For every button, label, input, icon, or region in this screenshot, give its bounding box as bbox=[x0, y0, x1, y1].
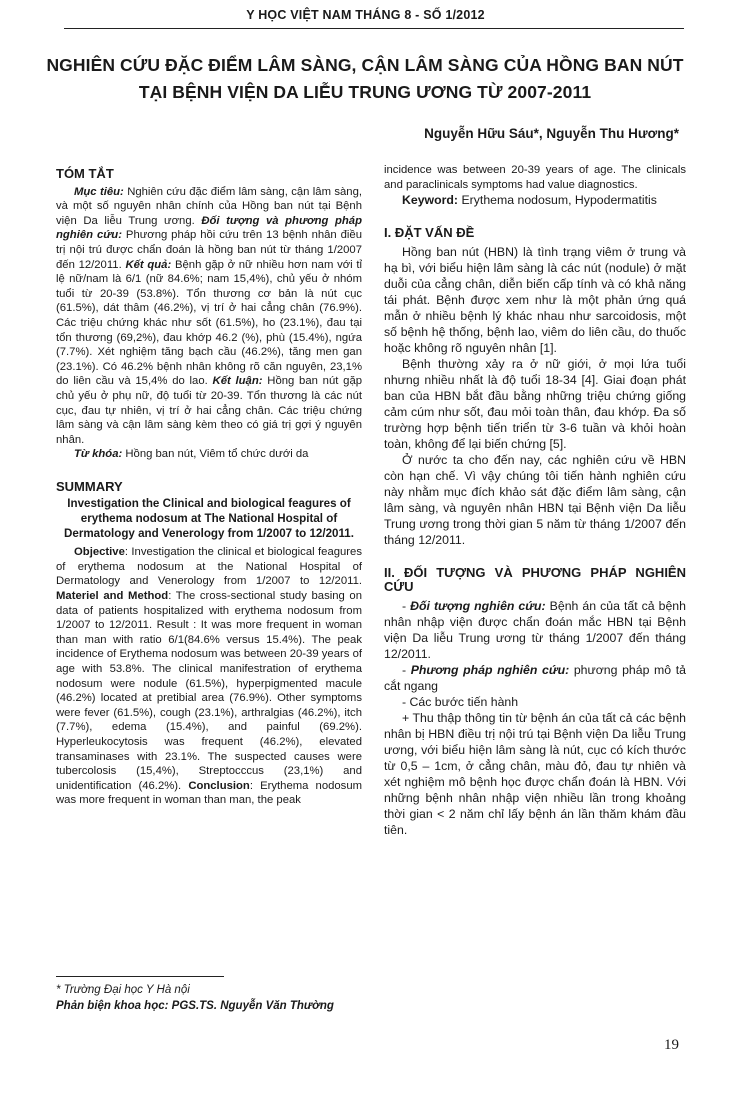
abstract-vi-objective-text: Nghiên cứu đặc điểm lâm sàng, cận lâm sàng, và một số nguyên nhân chính của Hồng ban nút tại Bệnh viện Da liễu Trung ương. bbox=[56, 185, 362, 227]
section-1-paragraph: Hồng ban nút (HBN) là tình trạng viêm ở trung và hạ bì, với biểu hiện lâm sàng là các nút (nodule) ở mặt duỗi của cẳng chân, diễn biến cấp tính và có khả năng tái phát. Bệnh được xem như là một phản ứng quá mẫn ở nhiều bệnh lý khác nhau như sarcoidosis, một số bệnh hệ thống, bệnh lao, viêm do liên cầu, do thuốc hoặc không rõ nguyên nhân [1]. bbox=[384, 244, 686, 355]
footnote-rule bbox=[56, 976, 224, 977]
section-2-method-text: phương pháp mô tả cắt ngang bbox=[384, 662, 687, 693]
abstract-vi-conclusion-text: Hồng ban nút gặp chủ yếu ở phụ nữ, độ tuổi từ 20-39. Tổn thương là các nút cục, đau tự nhiên, vị trí ở hai cẳng chân. Các triệu chứng lâm sàng và cận lâm sàng kèm theo có giá trị gợi ý nguyên nhân. bbox=[56, 375, 363, 446]
summary-objective-text: : Investigation the clinical et biological feagures of erythema nodosum at the National Hospital of Dermatology and Venerology from 1/2007 to 12/2011. bbox=[56, 546, 362, 588]
summary-keywords bbox=[384, 192, 686, 208]
footnote-affiliation: * Trường Đại học Y Hà nội bbox=[56, 984, 190, 996]
section-1-heading: I. ĐẶT VẤN ĐỀ bbox=[384, 225, 475, 241]
right-column bbox=[384, 163, 686, 838]
summary-method-label: Materiel and Method bbox=[56, 590, 169, 603]
summary-conclusion-continued: incidence was between 20-39 years of age. The clinicals and paraclinicals symptoms had value diagnostics. bbox=[384, 164, 686, 191]
section-1-paragraph: Ở nước ta cho đến nay, các nghiên cứu về HBN còn hạn chế. Vì vậy chúng tôi tiến hành nghiên cứu này nhằm mục đích khảo sát đặc điểm lâm sàng, cận lâm sàng, và nguyên nhân HBN tại Bệnh viện Da liễu Trung ương trong thời gian 5 năm từ tháng 1/2007 đến tháng 12/2011. bbox=[384, 452, 686, 547]
summary-body bbox=[56, 545, 362, 808]
section-2-method-label: Phương pháp nghiên cứu: bbox=[410, 662, 570, 677]
running-header: Y HỌC VIỆT NAM THÁNG 8 - SỐ 1/2012 bbox=[246, 8, 485, 22]
abstract-vi-method-label: Đối tượng và phương pháp nghiên cứu: bbox=[56, 214, 362, 242]
footnotes bbox=[56, 982, 386, 1014]
summary-conclusion-label: Conclusion bbox=[188, 779, 250, 792]
summary-keywords-text: Erythema nodosum, Hypodermatitis bbox=[461, 193, 657, 208]
section-2-subjects-text: Bệnh án của tất cả bệnh nhân nhập viện được chẩn đoán mắc HBN tại Bệnh viện Da liễu Trung ương từ tháng 1/2007 đến tháng 12/2011. bbox=[384, 598, 686, 661]
abstract-vi-keywords-text: Hồng ban nút, Viêm tổ chức dưới da bbox=[125, 448, 309, 461]
section-2-subjects bbox=[384, 598, 686, 662]
summary-method-text: : The cross-sectional study basing on data of patients hospitalized with erythema nodosum from 1/2007 to 12/2011. bbox=[56, 590, 362, 632]
spacer bbox=[56, 462, 362, 476]
section-2-subjects-label: Đối tượng nghiên cứu: bbox=[410, 598, 546, 613]
section-2-heading: II. ĐỐI TƯỢNG VÀ PHƯƠNG PHÁP NGHIÊN CỨU bbox=[384, 564, 686, 595]
section-2-subjects-prefix: - bbox=[402, 598, 411, 613]
footnote-reviewer-name: PGS.TS. Nguyễn Văn Thường bbox=[168, 1000, 334, 1012]
abstract-vi-objective-label: Mục tiêu: bbox=[74, 185, 124, 198]
abstract-vi-heading: TÓM TẮT bbox=[56, 166, 114, 181]
article-title-line-1: NGHIÊN CỨU ĐẶC ĐIỂM LÂM SÀNG, CẬN LÂM SÀNG CỦA HỒNG BAN NÚT bbox=[46, 55, 684, 75]
abstract-vi-result-label: Kết quả: bbox=[125, 258, 172, 271]
section-2-steps-label: - Các bước tiến hành bbox=[402, 694, 519, 709]
spacer bbox=[384, 208, 686, 222]
abstract-vi-conclusion-label: Kết luận: bbox=[212, 375, 263, 388]
abstract-vi-keywords-label: Từ khóa: bbox=[74, 448, 123, 461]
article-title bbox=[40, 52, 690, 106]
article-title-line-2: TẠI BỆNH VIỆN DA LIỄU TRUNG ƯƠNG TỪ 2007-2011 bbox=[138, 82, 592, 102]
section-2-method bbox=[384, 662, 686, 694]
summary-result-text: Result : It was more frequent in woman than man with ratio 6/1(84.6% versus 15.4%). The peak incidence of Erythema nodosum was between 20-39 years of age with 53.8%. The clinical manifestration of erythema nodosum were nodule (61.5%), hyperpigmented macule (46.2%) located at pretibial area (76.9%). Other symptoms were fever (61.5%), cough (23.1%), arthralgias (46.2%), itch (7.7%), edema (15.4%), and painful (69.2%). Hyperleukocytosis was frequent (46.2%), elevated transaminases with 23.1%. The suspected causes were tubercolosis (15,4%), Streptocccus (23,1%) and unidentification (46.2%). bbox=[56, 619, 363, 792]
spacer bbox=[384, 548, 686, 562]
summary-heading: SUMMARY bbox=[56, 478, 123, 494]
abstract-vi-method-text: Phương pháp hồi cứu trên 13 bệnh nhân điều trị nội trú được chẩn đoán là hồng ban nút từ tháng 1/2007 đến 12/2011. bbox=[56, 229, 362, 271]
summary-keywords-label: Keyword: bbox=[402, 193, 459, 208]
authors: Nguyễn Hữu Sáu*, Nguyễn Thu Hương* bbox=[424, 126, 679, 141]
abstract-vi-result-text: Bệnh gặp ở nữ nhiều hơn nam với tỉ lệ nữ/nam là 6/1 (nữ 84.6%; nam 15,4%), chủ yếu ở nhóm tuổi từ 20-39 (53.8%). Tổn thương cơ bản là nút cục (61.5%), dát thâm (46.2%), vị trí ở hai cẳng chân (76.9%). Các triệu chứng khác như sốt (61.5%), ho (23.1%), đau tại tổn thương (69,2%), đau khớp 46.2 (%), phù (15.4%), ngứa (7.7%). Xét nghiệm tăng bạch cầu (46.2%), tăng men gan (23.1%). Có 46.2% bệnh nhân không rõ căn nguyên, 23,1% do liên cầu và 15,4% do lao. bbox=[56, 258, 363, 388]
summary-objective-label: Objective bbox=[74, 546, 125, 559]
footnote-reviewer bbox=[56, 998, 386, 1014]
left-column bbox=[56, 163, 362, 808]
section-1-body bbox=[384, 244, 686, 548]
section-1-paragraph: Bệnh thường xảy ra ở nữ giới, ở mọi lứa tuổi nhưng nhiều nhất là độ tuổi 18-34 [4]. Giai đoạn phát ban của HBN bắt đầu bằng những triệu chứng giống cảm cúm như sốt, đau mỏi toàn thân, đau khớp. Đa số trường hợp bệnh tiến triển từ 3-6 tuần và khỏi hoàn toàn, không để lại biến chứng [5]. bbox=[384, 356, 686, 451]
abstract-vi-keywords bbox=[56, 447, 362, 462]
section-2-body bbox=[384, 598, 686, 838]
page-number: 19 bbox=[664, 1037, 679, 1053]
abstract-vi-body bbox=[56, 185, 362, 448]
summary-title: Investigation the Clinical and biological feagures of erythema nodosum at The National Hospital of Dermatology and Venerology from 1/2007 to 12/2011. bbox=[64, 497, 354, 540]
footnote-reviewer-label: Phản biện khoa học: bbox=[56, 1000, 169, 1012]
section-2-method-prefix: - bbox=[402, 662, 411, 677]
section-2-steps-text: + Thu thập thông tin từ bệnh án của tất cả các bệnh nhân bị HBN điều trị nội trú tại Bệnh viện Da liễu Trung ương, với biểu hiện lâm sàng là nút, cục có kích thước từ 0,5 – 1cm, ở cẳng chân, màu đỏ, đau tự nhiên và xét nghiệm mô bệnh học được chẩn đoán là HBN. Với những bệnh nhân nhập viện nhiều lần trong khoảng thời gian < 2 năm chỉ lấy bệnh án lần thăm khám đầu tiên. bbox=[384, 710, 686, 837]
summary-conclusion-text-left: : Erythema nodosum was more frequent in woman than man, the peak bbox=[56, 779, 363, 807]
header-rule bbox=[64, 28, 684, 29]
